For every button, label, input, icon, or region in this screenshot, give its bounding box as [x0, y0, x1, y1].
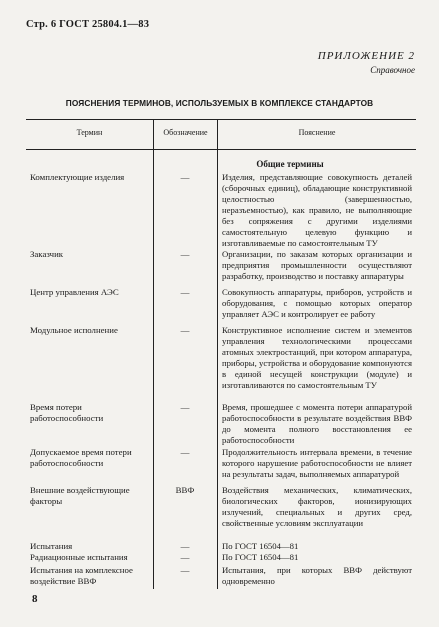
designation-cell: — — [180, 249, 190, 259]
explanation-cell: Воздействия механических, климатических, биологических факторов, ионизирующих излучений, специальных и других сред, свойственные условиям эксплуатации — [222, 485, 412, 528]
explanation-cell: По ГОСТ 16504—81 — [222, 552, 299, 562]
explanation-cell: Время, прошедшее с момента потери аппаратурой работоспособности в результате воздействия ВВФ до момента полного восстановления ее работоспособности — [222, 402, 412, 445]
designation-cell: — — [180, 541, 190, 551]
term-cell: Модульное исполнение — [30, 325, 118, 335]
column-header-explanation: Пояснение — [298, 128, 336, 137]
explanation-cell: Изделия, представляющие совокупность деталей (сборочных единиц), обладающие конструктивной целостностью (завершенностью, неразъемностью), как правило, не выполняющие без сопряжения с другими изделиями самостоятельную целевую функцию и изготавливаемые по самостоятельным ТУ — [222, 172, 412, 248]
designation-cell: — — [180, 447, 190, 457]
explanation-cell: По ГОСТ 16504—81 — [222, 541, 299, 551]
page-number: 8 — [32, 593, 38, 605]
page-header: Стр. 6 ГОСТ 25804.1—83 — [26, 19, 150, 30]
column-header-term: Термин — [76, 128, 103, 137]
term-cell: Испытания — [30, 541, 73, 551]
term-cell: Заказчик — [30, 249, 64, 259]
term-cell: Комплектующие изделия — [30, 172, 125, 182]
explanation-cell: Испытания, при которых ВВФ действуют одновременно — [222, 565, 412, 586]
designation-cell: — — [180, 325, 190, 335]
explanation-cell: Конструктивное исполнение систем и элементов управления технологическими процессами атомных электростанций, при котором аппаратура, приборы, устройства и оборудование компонуются в единой несущей конструкции (модуле) и изготавливаются по самостоятельным ТУ — [222, 325, 412, 390]
table-column-divider-2 — [217, 119, 218, 589]
table-header-border — [26, 149, 416, 150]
annex-subtitle: Справочное — [370, 65, 415, 75]
designation-cell: — — [180, 172, 190, 182]
term-cell: Время потери работоспособности — [30, 402, 104, 423]
term-cell: Центр управления АЭС — [30, 287, 119, 297]
designation-cell: ВВФ — [175, 485, 195, 495]
table-top-border — [26, 119, 416, 120]
designation-cell: — — [180, 402, 190, 412]
explanation-cell: Совокупность аппаратуры, приборов, устройств и оборудования, с помощью которых оператор управляет АЭС и контролирует ее работу — [222, 287, 412, 319]
term-cell: Испытания на комплексное воздействие ВВФ — [30, 565, 133, 586]
section-title: Общие термины — [256, 159, 324, 169]
term-cell: Радиационные испытания — [30, 552, 128, 562]
explanation-cell: Продолжительность интервала времени, в течение которого нарушение работоспособности не влияет на результаты задач, выполняемых аппаратурой — [222, 447, 412, 479]
column-header-designation: Обозначение — [163, 128, 208, 137]
designation-cell: — — [180, 287, 190, 297]
document-title: ПОЯСНЕНИЯ ТЕРМИНОВ, ИСПОЛЬЗУЕМЫХ В КОМПЛЕКСЕ СТАНДАРТОВ — [65, 98, 374, 108]
table-column-divider-1 — [153, 119, 154, 589]
annex-title: ПРИЛОЖЕНИЕ 2 — [317, 50, 415, 62]
designation-cell: — — [180, 552, 190, 562]
term-cell: Внешние воздействующие факторы — [30, 485, 130, 506]
term-cell: Допускаемое время потери работоспособности — [30, 447, 132, 468]
designation-cell: — — [180, 565, 190, 575]
explanation-cell: Организации, по заказам которых организации и предприятия промышленности осуществляют разработку, производство и поставку аппаратуры — [222, 249, 412, 281]
annex-block — [318, 50, 415, 75]
